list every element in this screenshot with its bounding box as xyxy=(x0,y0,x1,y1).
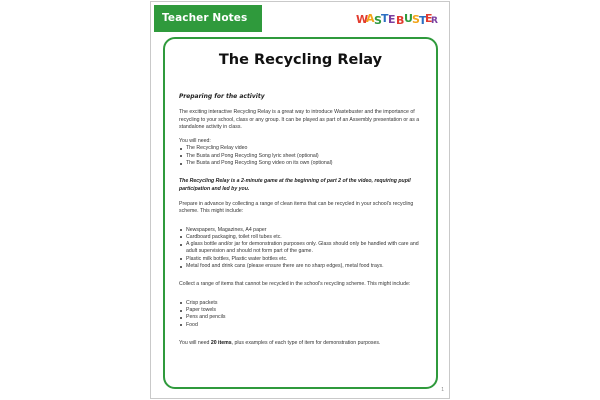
content-frame xyxy=(163,37,438,389)
teacher-notes-tab xyxy=(154,5,262,32)
list-item: The Busta and Pong Recycling Song video on its own (optional) xyxy=(179,160,424,167)
collect-paragraph: Collect a range of items that cannot be recycled in the school's recycling scheme. This might include: xyxy=(179,281,411,288)
svg-text:T: T xyxy=(381,12,389,25)
list-item: Plastic milk bottles, Plastic water bottles etc. xyxy=(179,256,424,263)
list-item: Pens and pencils xyxy=(179,314,424,321)
non-recyclable-list xyxy=(179,300,424,329)
list-item: Paper towels xyxy=(179,307,424,314)
page-title: The Recycling Relay xyxy=(218,52,383,68)
document-page xyxy=(150,1,450,399)
list-item: Metal food and drink cans (please ensure there are no sharp edges), metal food trays. xyxy=(179,263,424,270)
prepare-paragraph: Prepare in advance by collecting a range of clean items that can be recycled in your school's recycling scheme. This might include: xyxy=(179,200,414,215)
closing-text-start: You will need xyxy=(179,339,211,346)
page-number: 1 xyxy=(441,387,444,393)
closing-text-end: , plus examples of each type of item for demonstration purposes. xyxy=(231,339,381,346)
svg-text:U: U xyxy=(404,12,413,25)
wastebuster-logo xyxy=(356,8,436,28)
svg-text:T: T xyxy=(419,14,427,27)
list-item: Crisp packets xyxy=(179,300,424,307)
svg-text:A: A xyxy=(366,12,375,25)
svg-text:S: S xyxy=(412,13,420,26)
list-item: The Busta and Pong Recycling Song lyric sheet (optional) xyxy=(179,153,424,160)
list-item: A glass bottle and/or jar for demonstration purposes only. Glass should only be handled with care and adult supervision and should not form part of the game. xyxy=(179,241,424,256)
svg-text:B: B xyxy=(396,14,405,27)
item-count: 20 items xyxy=(210,339,232,346)
svg-text:S: S xyxy=(374,14,382,27)
recyclable-list xyxy=(179,227,424,271)
svg-text:E: E xyxy=(425,12,433,25)
svg-text:R: R xyxy=(431,16,438,26)
you-will-need-label: You will need: xyxy=(179,138,211,145)
intro-paragraph: The exciting interactive Recycling Relay is a great way to introduce Wastebuster and the importance of recycling to your school, class or any group. It can be played as part of an Assembly presentation or as a standalone activity in class. xyxy=(179,109,420,130)
section-heading: Preparing for the activity xyxy=(179,93,265,100)
list-item: Newspapers, Magazines, A4 paper xyxy=(179,227,424,234)
list-item: Cardboard packaging, toilet roll tubes etc. xyxy=(179,234,424,241)
notes-body xyxy=(179,93,424,354)
list-item: Food xyxy=(179,322,424,329)
closing-paragraph xyxy=(179,340,424,347)
svg-text:W: W xyxy=(356,13,369,26)
svg-text:E: E xyxy=(388,13,396,26)
need-list xyxy=(179,145,424,167)
relay-note: The Recycling Relay is a 2-minute game at the beginning of part 2 of the video, requiring pupil participation and led by you. xyxy=(179,178,411,192)
list-item: The Recycling Relay video xyxy=(179,145,424,152)
teacher-notes-label: Teacher Notes xyxy=(162,12,248,24)
